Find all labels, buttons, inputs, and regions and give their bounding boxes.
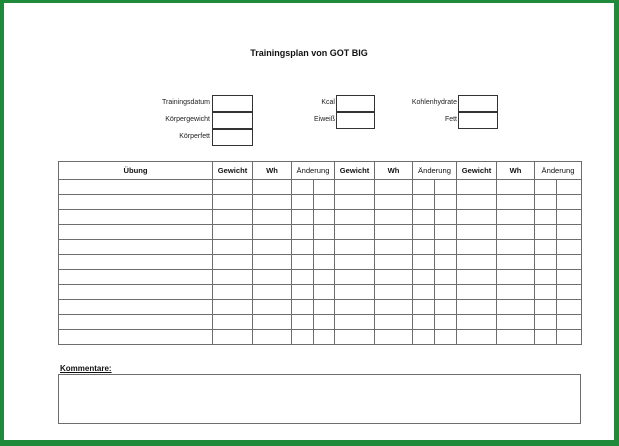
col-header-aenderung: Änderung — [413, 162, 457, 180]
kcal-field[interactable] — [336, 95, 375, 112]
table-cell[interactable] — [59, 240, 213, 255]
table-cell[interactable] — [335, 240, 375, 255]
table-cell[interactable] — [497, 195, 535, 210]
table-cell[interactable] — [535, 240, 557, 255]
label-kcal: Kcal — [321, 99, 335, 106]
table-cell[interactable] — [213, 330, 253, 345]
table-cell[interactable] — [335, 315, 375, 330]
table-cell[interactable] — [413, 225, 435, 240]
col-header-wh: Wh — [253, 162, 292, 180]
table-cell[interactable] — [213, 195, 253, 210]
col-header-gewicht: Gewicht — [213, 162, 253, 180]
table-cell[interactable] — [253, 240, 292, 255]
table-cell[interactable] — [557, 330, 582, 345]
table-row — [59, 330, 582, 345]
table-row — [59, 210, 582, 225]
table-cell[interactable] — [213, 225, 253, 240]
table-row — [59, 240, 582, 255]
table-cell[interactable] — [253, 330, 292, 345]
table-cell[interactable] — [497, 330, 535, 345]
table-cell[interactable] — [59, 195, 213, 210]
table-cell[interactable] — [314, 240, 335, 255]
col-header-gewicht: Gewicht — [457, 162, 497, 180]
table-cell[interactable] — [435, 300, 457, 315]
fett-field[interactable] — [458, 112, 498, 129]
table-cell[interactable] — [253, 315, 292, 330]
koerperfett-field[interactable] — [212, 129, 253, 146]
comments-label: Kommentare: — [60, 364, 112, 373]
table-cell[interactable] — [435, 270, 457, 285]
table-cell[interactable] — [213, 240, 253, 255]
table-cell[interactable] — [435, 195, 457, 210]
table-cell[interactable] — [375, 225, 413, 240]
table-cell[interactable] — [413, 285, 435, 300]
table-cell[interactable] — [413, 255, 435, 270]
table-row — [59, 225, 582, 240]
table-cell[interactable] — [292, 315, 314, 330]
table-cell[interactable] — [413, 180, 435, 195]
table-cell[interactable] — [292, 330, 314, 345]
table-cell[interactable] — [213, 270, 253, 285]
table-cell[interactable] — [413, 195, 435, 210]
table-cell[interactable] — [535, 195, 557, 210]
table-cell[interactable] — [457, 300, 497, 315]
table-cell[interactable] — [497, 210, 535, 225]
table-cell[interactable] — [457, 195, 497, 210]
table-cell[interactable] — [557, 285, 582, 300]
table-cell[interactable] — [314, 330, 335, 345]
table-cell[interactable] — [335, 270, 375, 285]
table-cell[interactable] — [457, 240, 497, 255]
table-cell[interactable] — [375, 285, 413, 300]
table-cell[interactable] — [253, 225, 292, 240]
table-cell[interactable] — [535, 210, 557, 225]
table-cell[interactable] — [335, 180, 375, 195]
table-cell[interactable] — [292, 210, 314, 225]
koerpergewicht-field[interactable] — [212, 112, 253, 129]
table-cell[interactable] — [435, 315, 457, 330]
col-header-aenderung: Änderung — [292, 162, 335, 180]
table-cell[interactable] — [253, 300, 292, 315]
table-cell[interactable] — [497, 225, 535, 240]
table-cell[interactable] — [457, 330, 497, 345]
table-cell[interactable] — [375, 240, 413, 255]
table-cell[interactable] — [457, 255, 497, 270]
table-cell[interactable] — [375, 300, 413, 315]
table-cell[interactable] — [375, 315, 413, 330]
label-koerperfett: Körperfett — [179, 133, 210, 140]
table-cell[interactable] — [413, 210, 435, 225]
table-cell[interactable] — [557, 195, 582, 210]
table-cell[interactable] — [535, 300, 557, 315]
table-cell[interactable] — [457, 180, 497, 195]
table-cell[interactable] — [292, 300, 314, 315]
col-header-wh: Wh — [497, 162, 535, 180]
table-cell[interactable] — [59, 300, 213, 315]
table-cell[interactable] — [335, 195, 375, 210]
table-cell[interactable] — [557, 225, 582, 240]
table-cell[interactable] — [59, 330, 213, 345]
table-cell[interactable] — [59, 315, 213, 330]
table-cell[interactable] — [253, 195, 292, 210]
table-cell[interactable] — [413, 270, 435, 285]
col-header-uebung: Übung — [59, 162, 213, 180]
training-plan-sheet — [4, 3, 614, 440]
table-row — [59, 270, 582, 285]
exercise-table — [58, 161, 582, 345]
table-cell[interactable] — [292, 195, 314, 210]
table-cell[interactable] — [213, 315, 253, 330]
table-cell[interactable] — [375, 270, 413, 285]
col-header-aenderung: Änderung — [535, 162, 582, 180]
table-cell[interactable] — [314, 210, 335, 225]
table-cell[interactable] — [253, 180, 292, 195]
table-cell[interactable] — [497, 180, 535, 195]
table-cell[interactable] — [535, 330, 557, 345]
label-eiweiss: Eiweiß — [313, 116, 335, 123]
table-cell[interactable] — [59, 210, 213, 225]
table-cell[interactable] — [535, 180, 557, 195]
table-cell[interactable] — [435, 255, 457, 270]
table-cell[interactable] — [435, 225, 457, 240]
table-cell[interactable] — [497, 255, 535, 270]
table-cell[interactable] — [557, 300, 582, 315]
table-cell[interactable] — [435, 285, 457, 300]
table-row — [59, 285, 582, 300]
table-cell[interactable] — [375, 255, 413, 270]
table-cell[interactable] — [213, 210, 253, 225]
table-cell[interactable] — [292, 240, 314, 255]
table-cell[interactable] — [497, 270, 535, 285]
table-row — [59, 180, 582, 195]
table-cell[interactable] — [375, 330, 413, 345]
table-cell[interactable] — [213, 255, 253, 270]
table-cell[interactable] — [413, 315, 435, 330]
table-cell[interactable] — [292, 270, 314, 285]
table-cell[interactable] — [213, 285, 253, 300]
table-cell[interactable] — [557, 180, 582, 195]
table-cell[interactable] — [497, 315, 535, 330]
table-cell[interactable] — [457, 315, 497, 330]
table-cell[interactable] — [535, 225, 557, 240]
table-cell[interactable] — [59, 225, 213, 240]
table-cell[interactable] — [457, 285, 497, 300]
table-cell[interactable] — [457, 210, 497, 225]
table-cell[interactable] — [557, 255, 582, 270]
table-cell[interactable] — [335, 225, 375, 240]
table-row — [59, 300, 582, 315]
table-cell[interactable] — [292, 285, 314, 300]
table-cell[interactable] — [314, 195, 335, 210]
table-cell[interactable] — [413, 240, 435, 255]
table-cell[interactable] — [292, 180, 314, 195]
table-cell[interactable] — [435, 210, 457, 225]
table-row — [59, 315, 582, 330]
table-cell[interactable] — [413, 330, 435, 345]
table-cell[interactable] — [314, 180, 335, 195]
table-cell[interactable] — [292, 255, 314, 270]
label-fett: Fett — [444, 116, 457, 123]
table-row — [59, 255, 582, 270]
kohlenhydrate-field[interactable] — [458, 95, 498, 112]
table-cell[interactable] — [457, 225, 497, 240]
table-cell[interactable] — [253, 255, 292, 270]
table-cell[interactable] — [535, 270, 557, 285]
table-cell[interactable] — [59, 255, 213, 270]
table-cell[interactable] — [535, 255, 557, 270]
comments-field[interactable] — [58, 374, 581, 424]
table-cell[interactable] — [375, 180, 413, 195]
table-cell[interactable] — [253, 285, 292, 300]
table-cell[interactable] — [535, 315, 557, 330]
table-cell[interactable] — [497, 240, 535, 255]
table-cell[interactable] — [557, 270, 582, 285]
table-cell[interactable] — [557, 315, 582, 330]
table-cell[interactable] — [557, 210, 582, 225]
table-cell[interactable] — [335, 330, 375, 345]
table-cell[interactable] — [435, 240, 457, 255]
table-cell[interactable] — [59, 270, 213, 285]
table-cell[interactable] — [375, 210, 413, 225]
trainingsdatum-field[interactable] — [212, 95, 253, 112]
table-cell[interactable] — [314, 270, 335, 285]
label-trainingsdatum: Trainingsdatum — [162, 99, 210, 106]
label-kohlenhydrate: Kohlenhydrate — [411, 99, 457, 106]
table-cell[interactable] — [335, 300, 375, 315]
table-cell[interactable] — [457, 270, 497, 285]
table-header-row — [59, 162, 582, 180]
table-cell[interactable] — [213, 300, 253, 315]
table-cell[interactable] — [535, 285, 557, 300]
col-header-gewicht: Gewicht — [335, 162, 375, 180]
eiweiss-field[interactable] — [336, 112, 375, 129]
table-cell[interactable] — [314, 300, 335, 315]
table-cell[interactable] — [497, 300, 535, 315]
table-cell[interactable] — [314, 225, 335, 240]
table-cell[interactable] — [314, 255, 335, 270]
table-cell[interactable] — [335, 285, 375, 300]
label-koerpergewicht: Körpergewicht — [165, 116, 210, 123]
table-cell[interactable] — [314, 315, 335, 330]
table-cell[interactable] — [497, 285, 535, 300]
table-cell[interactable] — [435, 180, 457, 195]
table-row — [59, 195, 582, 210]
table-cell[interactable] — [213, 180, 253, 195]
table-cell[interactable] — [375, 195, 413, 210]
table-cell[interactable] — [253, 210, 292, 225]
table-cell[interactable] — [335, 255, 375, 270]
table-cell[interactable] — [435, 330, 457, 345]
table-cell[interactable] — [314, 285, 335, 300]
table-cell[interactable] — [413, 300, 435, 315]
page-title: Trainingsplan von GOT BIG — [250, 48, 368, 58]
table-cell[interactable] — [335, 210, 375, 225]
table-cell[interactable] — [557, 240, 582, 255]
table-cell[interactable] — [59, 180, 213, 195]
table-cell[interactable] — [292, 225, 314, 240]
table-cell[interactable] — [253, 270, 292, 285]
col-header-wh: Wh — [375, 162, 413, 180]
table-cell[interactable] — [59, 285, 213, 300]
